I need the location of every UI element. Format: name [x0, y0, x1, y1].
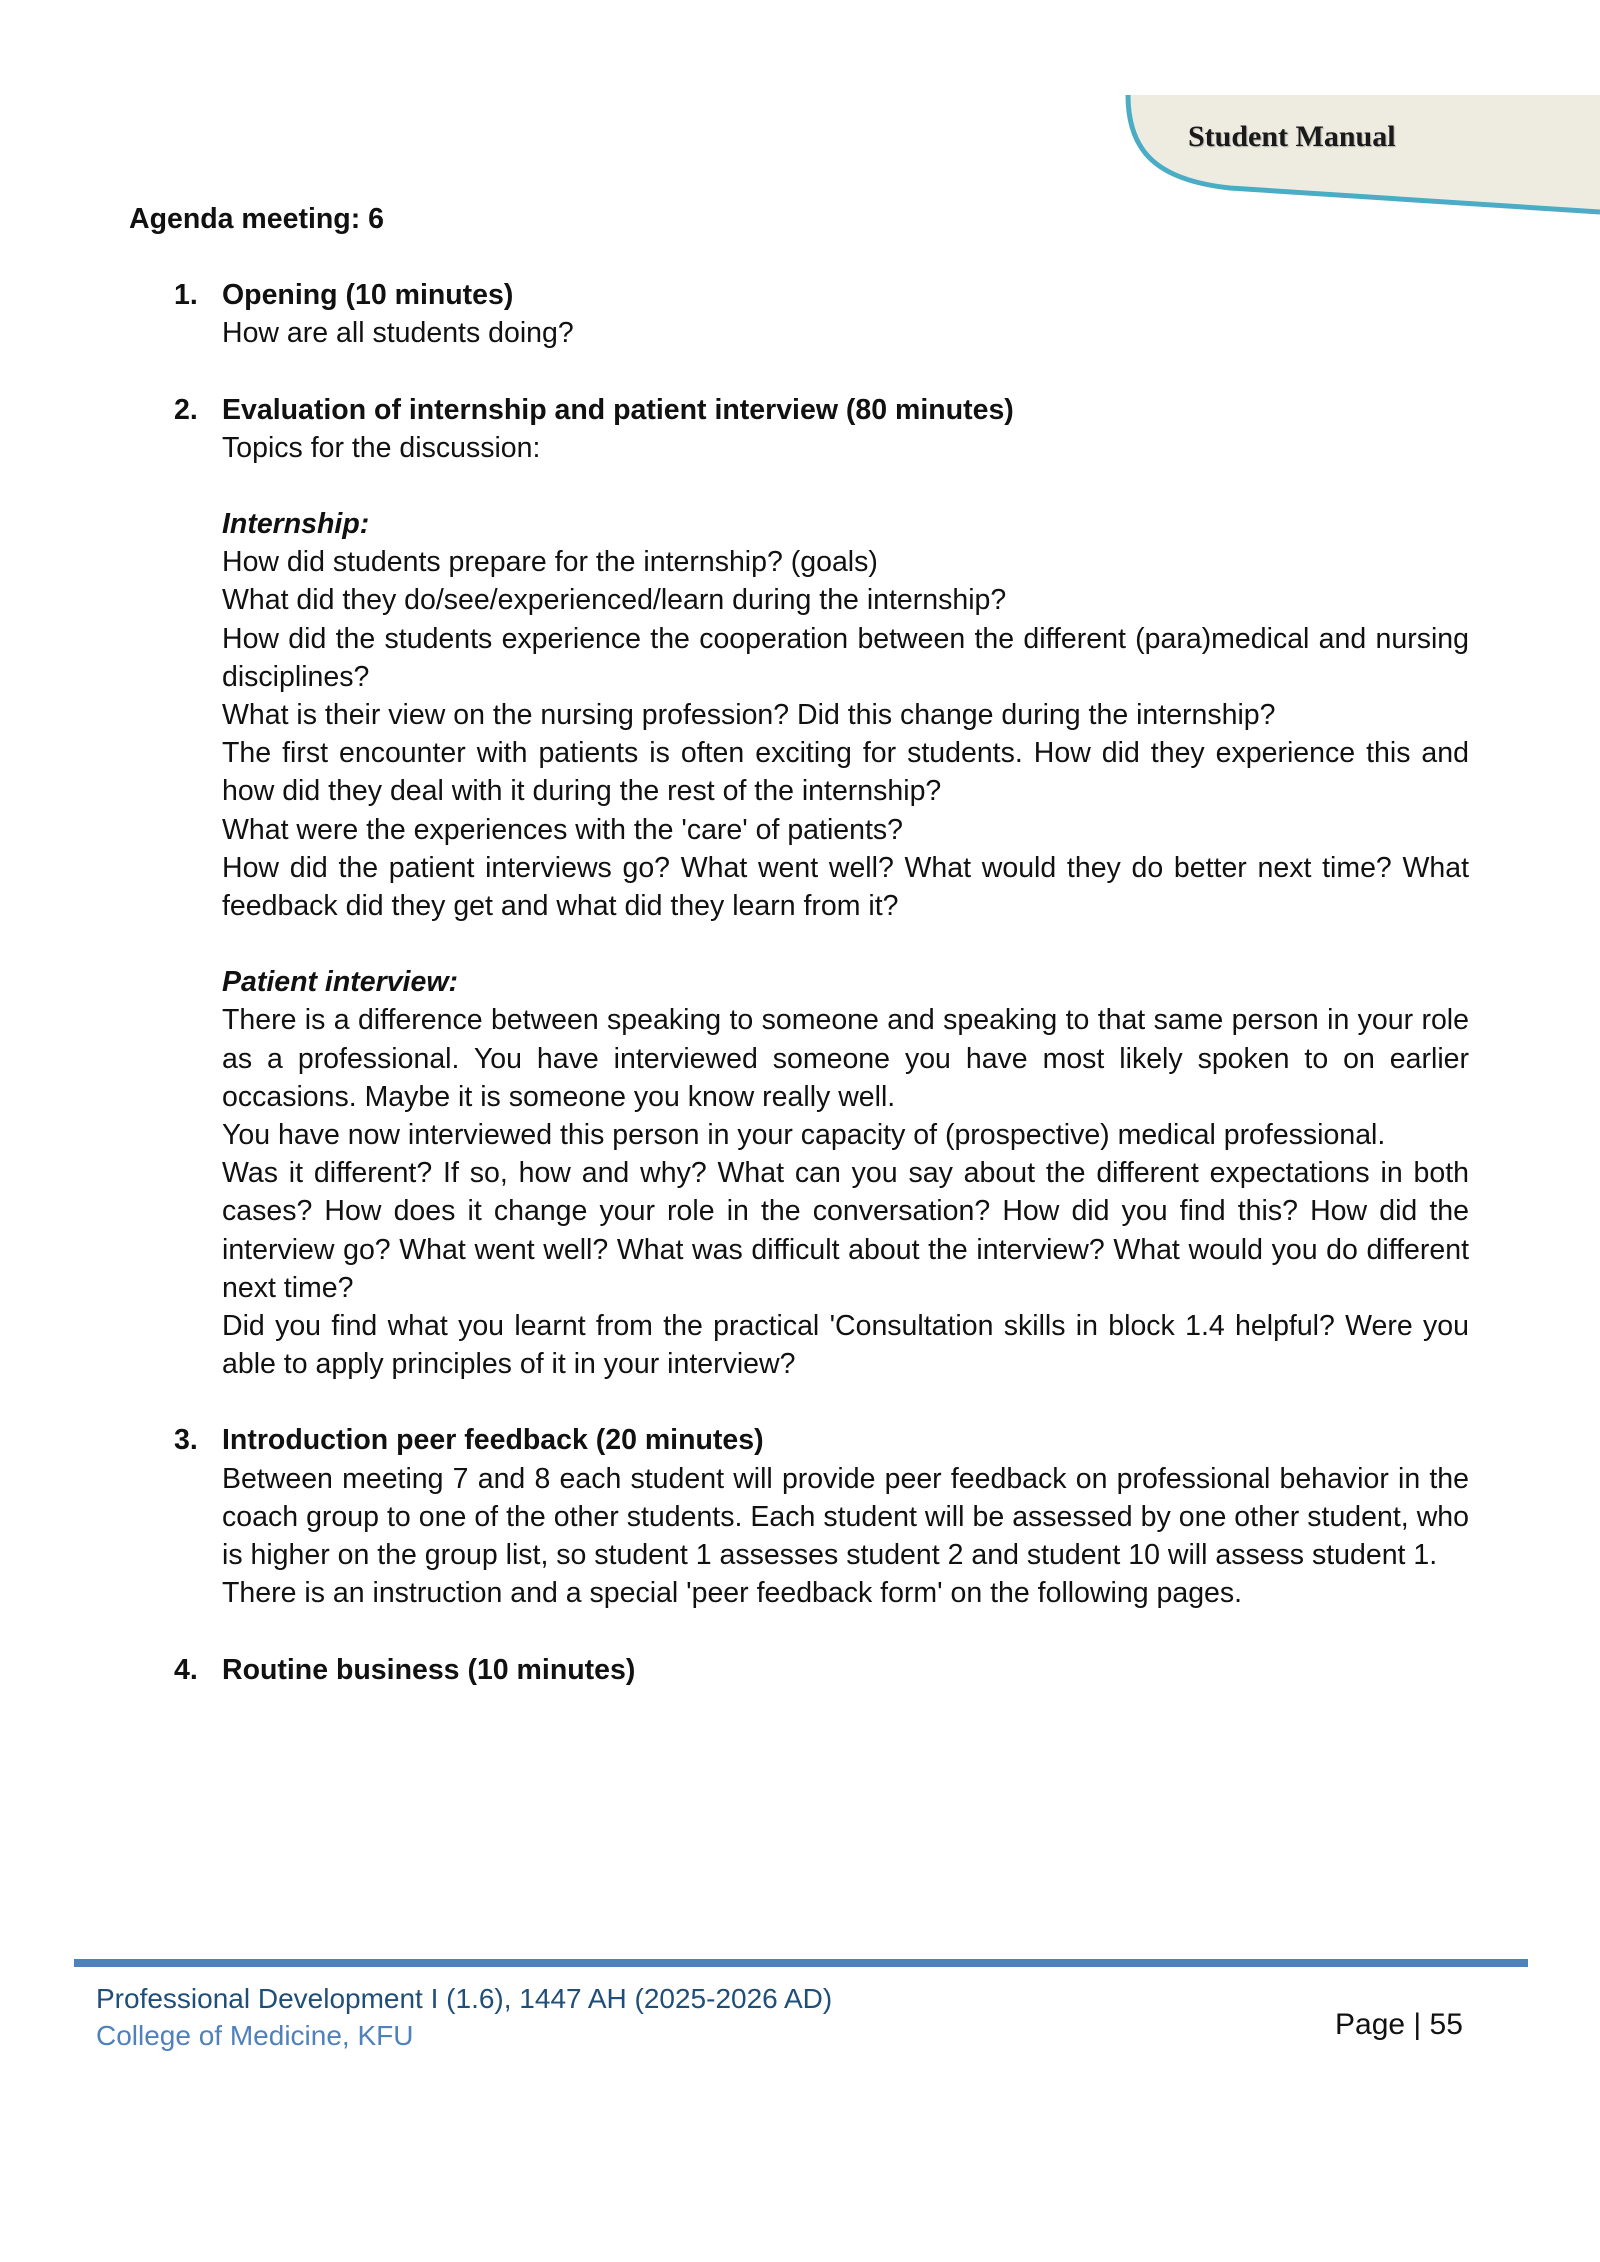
patient-interview-paragraph: Was it different? If so, how and why? What can you say about the different expectations in both cases? How does it change your role in the conversation? How did you find this? How did the interview go? What went well? What was difficult about the interview? What would you do different next time? [222, 1157, 1469, 1304]
section-title: Evaluation of internship and patient interview (80 minutes) [222, 393, 1014, 426]
section-text: How are all students doing? [222, 317, 574, 350]
patient-interview-paragraph: There is a difference between speaking to someone and speaking to that same person in your role as a professional. You have interviewed someone you have most likely spoken to on earlier occasions. Maybe it is someone you know really well. [222, 1004, 1469, 1113]
footer-course: Professional Development I (1.6), 1447 AH (2025-2026 AD) [96, 1983, 833, 2014]
agenda-item-opening [129, 276, 1469, 352]
internship-paragraph: The first encounter with patients is often exciting for students. How did they experience this and how did they deal with it during the rest of the internship? [222, 737, 1469, 808]
internship-paragraph: How did students prepare for the internship? (goals) [222, 546, 878, 579]
section-intro: Topics for the discussion: [222, 431, 541, 464]
section-title: Routine business (10 minutes) [222, 1653, 636, 1686]
footer-college: College of Medicine, KFU [96, 2020, 414, 2051]
subheading-patient-interview: Patient interview: [222, 966, 458, 999]
section-body [222, 1651, 1469, 1689]
internship-paragraph: How did the students experience the cooperation between the different (para)medical and nursing disciplines? [222, 622, 1469, 693]
agenda-item-routine-business [129, 1651, 1469, 1689]
agenda-item-evaluation [129, 391, 1469, 1384]
internship-paragraph: What did they do/see/experienced/learn during the internship? [222, 584, 1007, 617]
section-number: 2. [174, 393, 198, 426]
header-tab-decoration [0, 0, 1600, 230]
section-body [222, 1421, 1469, 1612]
internship-paragraph: What were the experiences with the 'care' of patients? [222, 813, 903, 846]
document-body [129, 200, 1469, 1689]
patient-interview-paragraph: Did you find what you learnt from the practical 'Consultation skills in block 1.4 helpful? Were you able to apply principles of it in your interview? [222, 1310, 1469, 1381]
subheading-internship: Internship: [222, 508, 370, 541]
section-title: Opening (10 minutes) [222, 279, 514, 312]
section-number: 4. [174, 1653, 198, 1686]
internship-paragraph: How did the patient interviews go? What went well? What would they do better next time? What feedback did they get and what did they learn from it? [222, 851, 1469, 923]
section-title: Introduction peer feedback (20 minutes) [222, 1424, 764, 1457]
section-body [222, 391, 1469, 1384]
peer-feedback-paragraph: There is an instruction and a special 'peer feedback form' on the following pages. [222, 1577, 1243, 1610]
footer-page-number: Page | 55 [1335, 2008, 1463, 2041]
header-title: Student Manual [1188, 120, 1396, 153]
section-number: 3. [174, 1424, 198, 1457]
patient-interview-paragraph: You have now interviewed this person in your capacity of (prospective) medical professional. [222, 1119, 1386, 1152]
section-body [222, 276, 1469, 352]
section-number: 1. [174, 279, 198, 312]
agenda-item-peer-feedback [129, 1421, 1469, 1612]
internship-paragraph: What is their view on the nursing profession? Did this change during the internship? [222, 699, 1276, 732]
agenda-title: Agenda meeting: 6 [129, 203, 384, 235]
peer-feedback-paragraph: Between meeting 7 and 8 each student will provide peer feedback on professional behavior in the coach group to one of the other students. Each student will be assessed by one other student, who is higher on the group list, so student 1 assesses student 2 and student 10 will assess student 1. [222, 1462, 1469, 1572]
footer-divider [74, 1959, 1528, 1967]
